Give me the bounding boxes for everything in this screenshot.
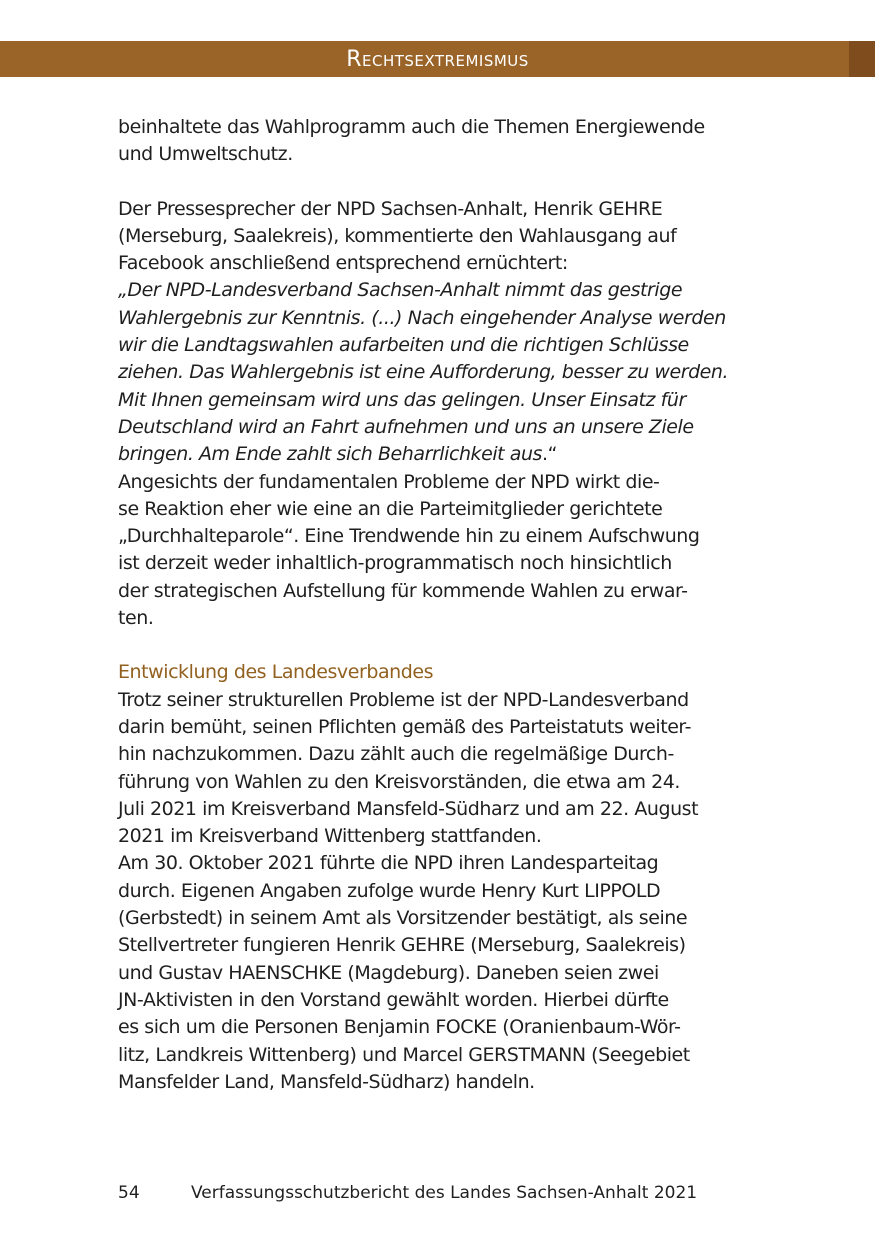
paragraph-4: Trotz seiner strukturellen Probleme ist der NPD-Landesverband darin bemüht, seinen Pflichten gemäß des Parteistatuts weiter- hin nachzukommen. Dazu zählt auch die regelmäßige Durch- führung von Wahlen zu den Kreisvorständen, die etwa am 24. Juli 2021 im Kreisverband Mansfeld-Südharz und am 22. August 2021 im Kreisverband Wittenberg stattfanden. Am 30. Oktober 2021 führte die NPD ihren Landesparteitag durch. Eigenen Angaben zufolge wurde Henry Kurt LIPPOLD (Gerbstedt) in seinem Amt als Vorsitzender bestätigt, als seine Stellvertreter fungieren Henrik GEHRE (Merseburg, Saalekreis) und Gustav HAENSCHKE (Magdeburg). Daneben seien zwei JN-Aktivisten in den Vorstand gewählt worden. Hierbei dürfte es sich um die Personen Benjamin FOCKE (Oranienbaum-Wör- litz, Landkreis Wittenberg) und Marcel GERSTMANN (Seegebiet Mansfelder Land, Mansfeld-Südharz) handeln. xyxy=(118,688,699,1093)
page-number: 54 xyxy=(118,1183,140,1203)
paragraph-2: Der Pressesprecher der NPD Sachsen-Anhalt, Henrik GEHRE (Merseburg, Saalekreis), kommentierte den Wahlausgang auf Facebook anschließend entsprechend ernüchtert: „Der NPD-Landesverband Sachsen-Anhalt nimmt das gestrige Wahlergebnis zur Kenntnis. (...) Nach eingehender Analyse werden wir die Landtagswahlen aufarbeiten und die richtigen Schlüsse ziehen. Das Wahlergebnis ist eine Aufforderung, besser zu werden. Mit Ihnen gemeinsam wird uns das gelingen. Unser Einsatz für Deutschland wird an Fahrt aufnehmen und uns an unsere Ziele bringen. Am Ende zahlt sich Beharrlichkeit aus.“ Angesichts der fundamentalen Probleme der NPD wirkt die- se Reaktion eher wie eine an die Parteimitglieder gerichtete „Durchhalteparole“. Eine Trendwende hin zu einem Aufschwung ist derzeit weder inhaltlich-programmatisch noch hinsichtlich der strategischen Aufstellung für kommende Wahlen zu erwar- ten. xyxy=(118,197,729,630)
chapter-title: Rechtsextremismus xyxy=(346,47,529,72)
page-footer xyxy=(118,1181,762,1205)
paragraph-1: beinhaltete das Wahlprogramm auch die Themen Energiewende und Umweltschutz. xyxy=(118,116,705,166)
section-subheading: Entwicklung des Landesverbandes xyxy=(118,661,434,684)
chapter-header-band xyxy=(0,41,875,77)
publication-title: Verfassungsschutzbericht des Landes Sachsen-Anhalt 2021 xyxy=(191,1183,698,1203)
body-text xyxy=(118,114,762,1096)
facebook-quote: „Der NPD-Landesverband Sachsen-Anhalt nimmt das gestrige Wahlergebnis zur Kenntnis. (...) Nach eingehender Analyse werden wir die Landtagswahlen aufarbeiten und die richtigen Schlüsse ziehen. Das Wahlergebnis ist eine Aufforderung, besser zu werden. Mit Ihnen gemeinsam wird uns das gelingen. Unser Einsatz für Deutschland wird an Fahrt aufnehmen und uns an unsere Ziele bringen. Am Ende zahlt sich Beharrlichkeit aus xyxy=(118,279,729,466)
